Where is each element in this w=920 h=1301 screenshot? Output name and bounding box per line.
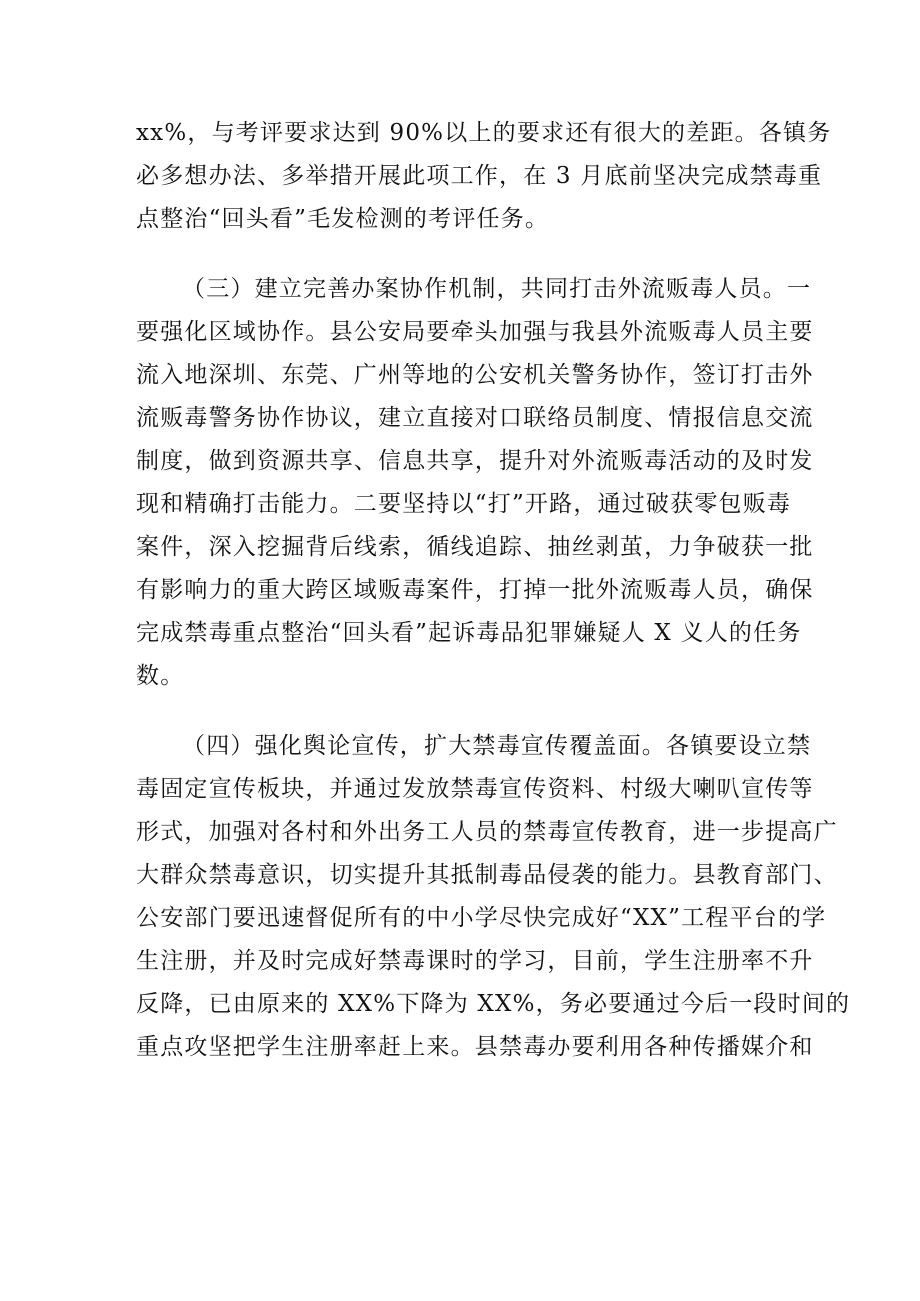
paragraph-3 [136, 725, 851, 1069]
paragraph-gap [136, 241, 788, 268]
paragraph-line: 点整治“回头看”毛发检测的考评任务。 [136, 206, 550, 232]
paragraph-gap [136, 698, 788, 725]
paragraph-line: 数。 [136, 663, 185, 689]
paragraph-line: 公安部门要迅速督促所有的中小学尽快完成好“XX”工程平台的学 [136, 905, 827, 931]
paragraph-line: 流入地深圳、东莞、广州等地的公安机关警务协作，签订打击外 [136, 362, 814, 388]
paragraph-line: 案件，深入挖掘背后线索，循线追踪、抽丝剥茧，力争破获一批 [136, 534, 814, 560]
paragraph-1 [136, 112, 832, 241]
paragraph-line: 生注册，并及时完成好禁毒课时的学习，目前，学生注册率不升 [136, 948, 814, 974]
paragraph-line: （四）强化舆论宣传，扩大禁毒宣传覆盖面。各镇要设立禁 [182, 733, 812, 759]
paragraph-line: 形式，加强对各村和外出务工人员的禁毒宣传教育，进一步提高广 [136, 819, 838, 845]
paragraph-line: 毒固定宣传板块，并通过发放禁毒宣传资料、村级大喇叭宣传等 [136, 776, 814, 802]
paragraph-line: xx%，与考评要求达到 90%以上的要求还有很大的差距。各镇务 [136, 120, 832, 146]
paragraph-line: 现和精确打击能力。二要坚持以“打”开路，通过破获零包贩毒 [136, 491, 792, 517]
paragraph-line: 重点攻坚把学生注册率赶上来。县禁毒办要利用各种传播媒介和 [136, 1034, 814, 1060]
paragraph-line: 必多想办法、多举措开展此项工作，在 3 月底前坚决完成禁毒重 [136, 163, 823, 189]
paragraph-line: 要强化区域协作。县公安局要牵头加强与我县外流贩毒人员主要 [136, 319, 814, 345]
document-body [136, 112, 851, 1069]
paragraph-line: 有影响力的重大跨区域贩毒案件，打掉一批外流贩毒人员，确保 [136, 577, 814, 603]
paragraph-line: 完成禁毒重点整治“回头看”起诉毒品犯罪嫌疑人 X 义人的任务 [136, 620, 802, 646]
paragraph-2 [136, 268, 814, 698]
paragraph-line: 反降，已由原来的 XX%下降为 XX%，务必要通过今后一段时间的 [136, 991, 851, 1017]
paragraph-line: 大群众禁毒意识，切实提升其抵制毒品侵袭的能力。县教育部门、 [136, 862, 838, 888]
paragraph-line: （三）建立完善办案协作机制，共同打击外流贩毒人员。一 [182, 276, 812, 302]
paragraph-line: 制度，做到资源共享、信息共享，提升对外流贩毒活动的及时发 [136, 448, 814, 474]
paragraph-line: 流贩毒警务协作协议，建立直接对口联络员制度、情报信息交流 [136, 405, 814, 431]
